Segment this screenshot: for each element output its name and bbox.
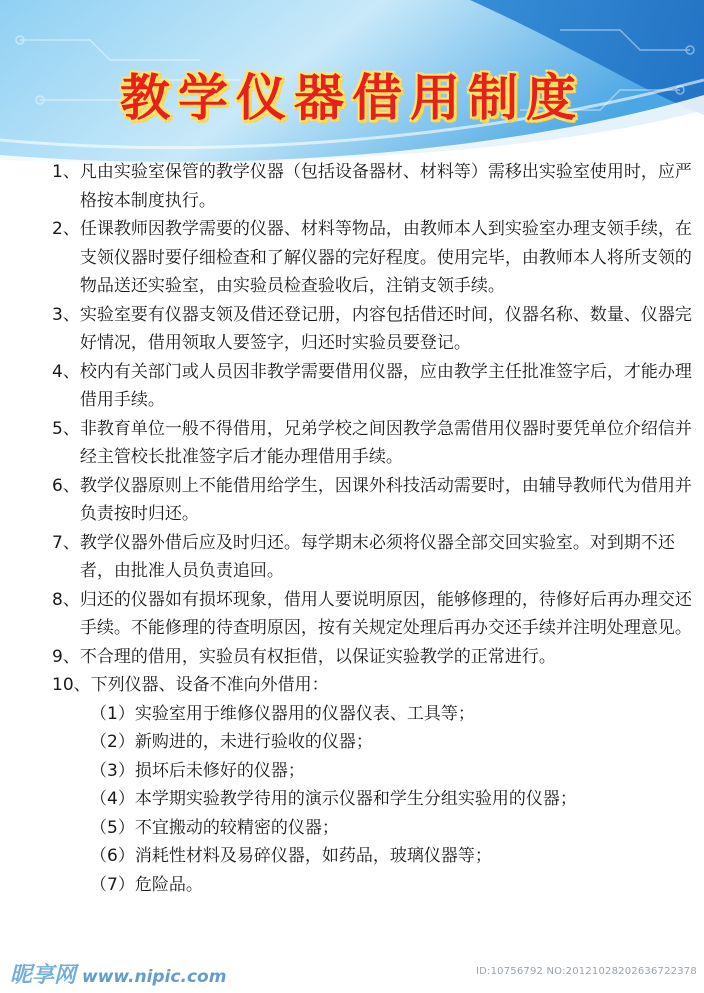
rule-text: 教学仪器原则上不能借用给学生，因课外科技活动需要时，由辅导教师代为借用并负责按时归还。 xyxy=(79,475,692,524)
sub-item xyxy=(90,814,692,843)
sub-item xyxy=(90,700,692,729)
rule-number: 10、 xyxy=(52,675,91,695)
rule-item xyxy=(52,215,692,301)
sub-item xyxy=(90,728,692,757)
rule-item xyxy=(52,472,692,529)
rule-text: 非教育单位一般不得借用，兄弟学校之间因教学急需借用仪器时要凭单位介绍信并经主管校长批准签字后才能办理借用手续。 xyxy=(79,418,692,467)
sub-item-text: 消耗性材料及易碎仪器，如药品，玻璃仪器等； xyxy=(134,846,492,866)
rule-number: 5、 xyxy=(52,418,80,439)
image-id-watermark: ID:10756792 NO:20121028202636722378 xyxy=(476,966,697,977)
rule-text: 不合理的借用，实验员有权拒借，以保证实验教学的正常进行。 xyxy=(79,646,556,667)
sub-item-text: 实验室用于维修仪器用的仪器仪表、工具等； xyxy=(134,703,475,724)
sub-item-text: 不宜搬动的较精密的仪器； xyxy=(134,817,339,838)
rule-text: 校内有关部门或人员因非教学需要借用仪器，应由教学主任批准签字后，才能办理借用手续。 xyxy=(79,361,692,410)
rule-item xyxy=(52,529,692,586)
sub-item-text: 本学期实验教学待用的演示仪器和学生分组实验用的仪器； xyxy=(134,789,577,809)
rule-item xyxy=(52,586,692,643)
sub-item xyxy=(90,871,692,900)
rule-text: 教学仪器外借后应及时归还。每学期末必须将仪器全部交回实验室。对到期不还者，由批准人员负责追回。 xyxy=(79,532,675,581)
logo-brand: 昵享网 xyxy=(10,963,77,988)
rule-item xyxy=(52,158,692,215)
rule-number: 6、 xyxy=(52,475,80,496)
sub-item-text: 危险品。 xyxy=(134,874,203,895)
rule-number: 7、 xyxy=(52,532,80,553)
sub-item-number: （5） xyxy=(90,817,135,838)
rule-text: 实验室要有仪器支领及借还登记册，内容包括借还时间，仪器名称、数量、仪器完好情况，借用领取人要签字，归还时实验员要登记。 xyxy=(79,304,692,353)
rule-number: 9、 xyxy=(52,646,80,667)
rule-number: 3、 xyxy=(52,304,80,325)
rule-item xyxy=(52,671,692,700)
sub-item-number: （2） xyxy=(90,732,135,752)
sub-item-number: （4） xyxy=(90,789,135,809)
sub-item-number: （6） xyxy=(90,846,135,866)
rule-item xyxy=(52,643,692,672)
rule-number: 4、 xyxy=(52,361,80,382)
rule-item xyxy=(52,358,692,415)
site-logo xyxy=(10,958,226,989)
rule-number: 1、 xyxy=(52,162,80,182)
rule-item xyxy=(52,415,692,472)
sub-item-number: （1） xyxy=(90,703,135,724)
sub-item-text: 新购进的，未进行验收的仪器； xyxy=(134,732,373,752)
sub-item-number: （7） xyxy=(90,874,135,895)
rule-number: 8、 xyxy=(52,589,80,610)
rule-text: 归还的仪器如有损坏现象，借用人要说明原因，能够修理的，待修好后再办理交还手续。不能修理的待查明原因，按有关规定处理后再办交还手续并注明处理意见。 xyxy=(79,589,692,638)
poster-title: 教学仪器借用制度 xyxy=(120,69,584,127)
rule-text: 任课教师因教学需要的仪器、材料等物品，由教师本人到实验室办理支领手续，在支领仪器时要仔细检查和了解仪器的完好程度。使用完毕，由教师本人将所支领的物品送还实验室，由实验员检查验收后，注销支领手续。 xyxy=(79,219,692,296)
rule-number: 2、 xyxy=(52,219,80,239)
rule-text: 凡由实验室保管的教学仪器（包括设备器材、材料等）需移出实验室使用时，应严格按本制度执行。 xyxy=(79,162,692,211)
sub-item xyxy=(90,757,692,786)
sub-item xyxy=(90,785,692,814)
rule-item xyxy=(52,301,692,358)
logo-url: www.nipic.com xyxy=(82,967,227,987)
rule-text: 下列仪器、设备不准向外借用： xyxy=(90,675,329,695)
sub-item xyxy=(90,842,692,871)
rules-list xyxy=(52,158,692,899)
sub-item-number: （3） xyxy=(90,760,135,781)
sub-item-text: 损坏后未修好的仪器； xyxy=(134,760,305,781)
